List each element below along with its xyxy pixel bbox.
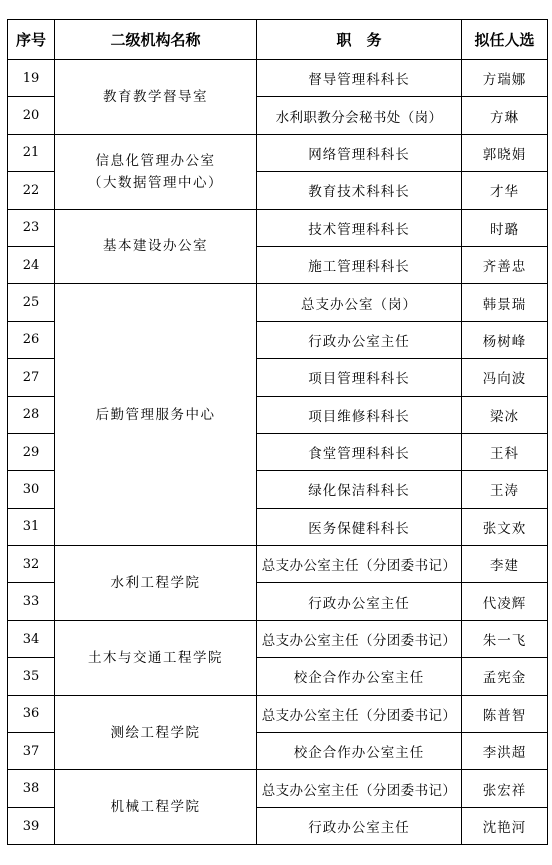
org-name-line: 水利工程学院 — [110, 574, 201, 591]
org-name-line: 机械工程学院 — [110, 799, 201, 816]
table-row — [8, 546, 548, 583]
position-cell: 总支办公室主任（分团委书记） — [257, 695, 462, 732]
org-name-line: 教育教学督导室 — [103, 88, 208, 105]
serial-number-cell: 24 — [8, 246, 55, 283]
position-cell: 项目维修科科长 — [257, 396, 462, 433]
candidate-name-cell: 齐善忠 — [462, 246, 548, 283]
serial-number-cell: 31 — [8, 508, 55, 545]
candidate-name-cell: 张文欢 — [462, 508, 548, 545]
org-name-line: 信息化管理办公室 — [95, 152, 216, 169]
candidate-name-cell: 沈艳河 — [462, 807, 548, 844]
position-cell: 总支办公室主任（分团委书记） — [257, 770, 462, 807]
org-name-line: 后勤管理服务中心 — [95, 406, 216, 423]
serial-number-cell: 35 — [8, 658, 55, 695]
position-cell: 行政办公室主任 — [257, 321, 462, 358]
candidate-name-cell: 王科 — [462, 433, 548, 470]
position-cell: 行政办公室主任 — [257, 583, 462, 620]
table-row — [8, 284, 548, 321]
candidate-name-cell: 代凌辉 — [462, 583, 548, 620]
serial-number-cell: 34 — [8, 620, 55, 657]
candidate-name-cell: 陈普智 — [462, 695, 548, 732]
candidate-name-cell: 王涛 — [462, 471, 548, 508]
org-name-line: （大数据管理中心） — [88, 174, 223, 191]
candidate-name-cell: 李建 — [462, 546, 548, 583]
serial-number-cell: 19 — [8, 60, 55, 97]
table-row — [8, 134, 548, 171]
position-cell: 总支办公室主任（分团委书记） — [257, 546, 462, 583]
candidate-name-cell: 梁冰 — [462, 396, 548, 433]
position-cell: 校企合作办公室主任 — [257, 733, 462, 770]
serial-number-cell: 36 — [8, 695, 55, 732]
header-row — [8, 20, 548, 60]
candidate-name-cell: 李洪超 — [462, 733, 548, 770]
position-cell: 技术管理科科长 — [257, 209, 462, 246]
candidate-name-cell: 杨树峰 — [462, 321, 548, 358]
position-cell: 教育技术科科长 — [257, 172, 462, 209]
position-cell: 总支办公室（岗） — [257, 284, 462, 321]
table-row — [8, 620, 548, 657]
serial-number-cell: 28 — [8, 396, 55, 433]
serial-number-cell: 23 — [8, 209, 55, 246]
position-cell: 水利职教分会秘书处（岗） — [257, 97, 462, 134]
candidate-name-cell: 朱一飞 — [462, 620, 548, 657]
table-row — [8, 209, 548, 246]
table-header — [8, 20, 548, 60]
candidate-name-cell: 郭晓娟 — [462, 134, 548, 171]
candidate-name-cell: 才华 — [462, 172, 548, 209]
candidate-name-cell: 时璐 — [462, 209, 548, 246]
org-name-line: 基本建设办公室 — [103, 238, 208, 255]
position-cell: 医务保健科科长 — [257, 508, 462, 545]
position-cell: 施工管理科科长 — [257, 246, 462, 283]
candidate-name-cell: 冯向波 — [462, 359, 548, 396]
serial-number-cell: 32 — [8, 546, 55, 583]
appointment-table-container — [7, 19, 547, 845]
org-name-cell — [55, 134, 257, 209]
serial-number-cell: 21 — [8, 134, 55, 171]
serial-number-cell: 20 — [8, 97, 55, 134]
position-cell: 项目管理科科长 — [257, 359, 462, 396]
position-cell: 行政办公室主任 — [257, 807, 462, 844]
org-name-cell — [55, 620, 257, 695]
position-cell: 督导管理科科长 — [257, 60, 462, 97]
header-position: 职 务 — [257, 20, 462, 60]
org-name-line: 土木与交通工程学院 — [88, 649, 223, 666]
serial-number-cell: 26 — [8, 321, 55, 358]
table-row — [8, 695, 548, 732]
candidate-name-cell: 张宏祥 — [462, 770, 548, 807]
position-cell: 总支办公室主任（分团委书记） — [257, 620, 462, 657]
position-cell: 食堂管理科科长 — [257, 433, 462, 470]
candidate-name-cell: 韩景瑞 — [462, 284, 548, 321]
org-name-cell — [55, 770, 257, 845]
org-name-cell — [55, 209, 257, 284]
table-body — [8, 60, 548, 845]
org-name-line: 测绘工程学院 — [110, 724, 201, 741]
serial-number-cell: 22 — [8, 172, 55, 209]
serial-number-cell: 33 — [8, 583, 55, 620]
header-candidate: 拟任人选 — [462, 20, 548, 60]
candidate-name-cell: 方琳 — [462, 97, 548, 134]
org-name-cell — [55, 546, 257, 621]
serial-number-cell: 37 — [8, 733, 55, 770]
serial-number-cell: 29 — [8, 433, 55, 470]
org-name-cell — [55, 695, 257, 770]
candidate-name-cell: 孟宪金 — [462, 658, 548, 695]
table-row — [8, 770, 548, 807]
position-cell: 校企合作办公室主任 — [257, 658, 462, 695]
org-name-cell — [55, 284, 257, 546]
serial-number-cell: 30 — [8, 471, 55, 508]
position-cell: 网络管理科科长 — [257, 134, 462, 171]
appointment-table — [7, 19, 548, 845]
header-serial: 序号 — [8, 20, 55, 60]
org-name-cell — [55, 60, 257, 135]
position-cell: 绿化保洁科科长 — [257, 471, 462, 508]
header-org-name: 二级机构名称 — [55, 20, 257, 60]
serial-number-cell: 27 — [8, 359, 55, 396]
serial-number-cell: 25 — [8, 284, 55, 321]
serial-number-cell: 38 — [8, 770, 55, 807]
serial-number-cell: 39 — [8, 807, 55, 844]
table-row — [8, 60, 548, 97]
candidate-name-cell: 方瑞娜 — [462, 60, 548, 97]
